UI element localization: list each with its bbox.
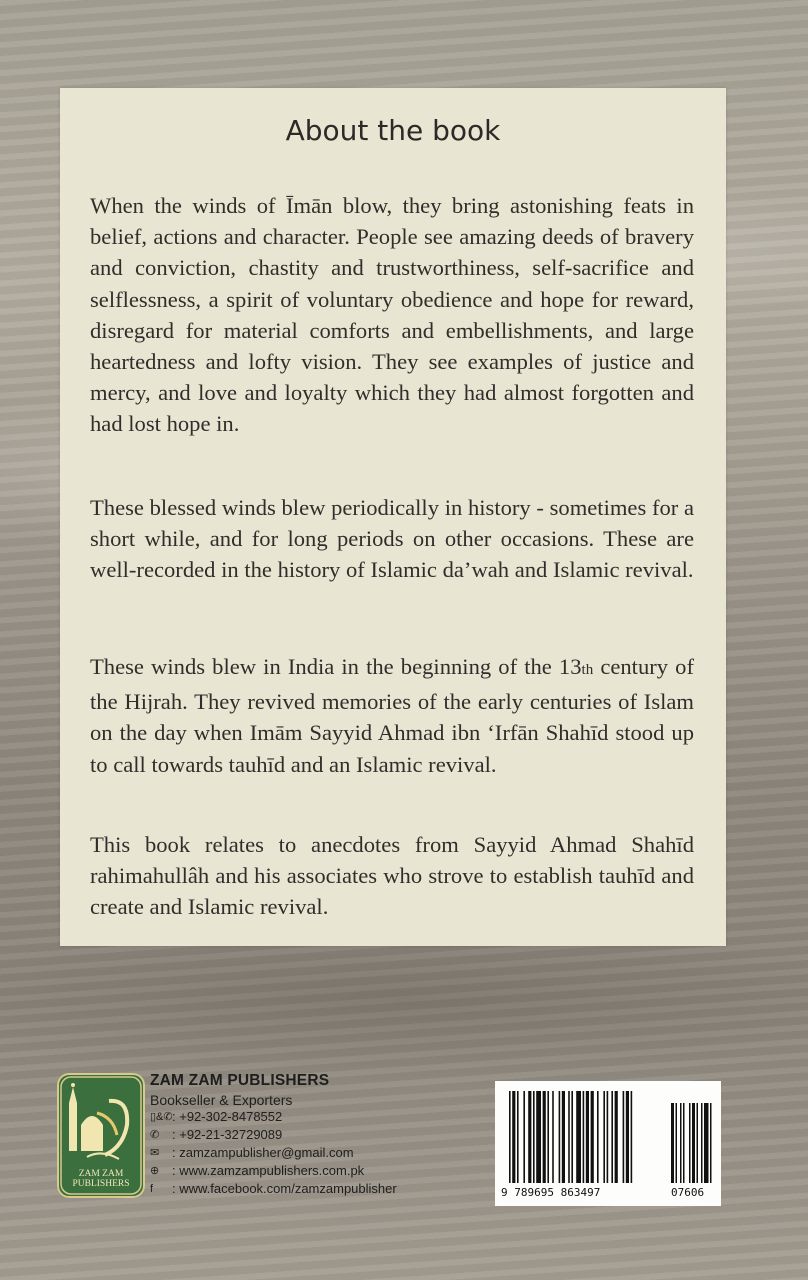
barcode-bar [543,1091,546,1183]
barcode-bar [528,1091,531,1183]
contact-mobile [150,1108,397,1126]
barcode-bar [509,1091,511,1183]
barcode-bar [512,1091,515,1183]
barcode-bar [552,1091,554,1183]
addon-bar [683,1103,685,1183]
isbn-barcode [495,1081,721,1206]
addon-bar [710,1103,712,1183]
barcode-bar [559,1091,561,1183]
barcode-bar [533,1091,535,1183]
barcode-bar [586,1091,589,1183]
barcode-bar [571,1091,573,1183]
barcode-bar [607,1091,609,1183]
barcode-bar [523,1091,525,1183]
barcode-bar [562,1091,565,1183]
contact-website-text: : www.zamzampublishers.com.pk [172,1163,365,1178]
barcode-bar [631,1091,633,1183]
contact-facebook-text: : www.facebook.com/zamzampublisher [172,1181,397,1196]
phone-icon: ✆ [150,1129,160,1141]
barcode-bar [547,1091,549,1183]
isbn-number: 9 789695 863497 [501,1186,601,1199]
contact-email [150,1144,397,1162]
paragraph-3-part-a: These winds blew in India in the beginning of the 13 [90,654,582,679]
barcode-bar [591,1091,594,1183]
barcode-bar [623,1091,625,1183]
logo-text [57,1169,145,1189]
mobile-whatsapp-icon: ▯&✆ [150,1111,173,1123]
publisher-info [150,1072,397,1198]
addon-bar [680,1103,682,1183]
barcode-bar [568,1091,570,1183]
barcode-bar [517,1091,519,1183]
contact-mobile-text: : +92-302-8478552 [172,1109,283,1124]
barcode-bar [626,1091,629,1183]
barcode-bar [603,1091,605,1183]
barcode-bar [583,1091,585,1183]
publisher-name: ZAM ZAM PUBLISHERS [150,1072,330,1089]
email-icon: ✉ [150,1147,160,1159]
contact-phone-text: : +92-21-32729089 [172,1127,283,1142]
contact-facebook [150,1180,397,1198]
addon-number: 07606 [671,1186,705,1199]
addon-bar [697,1103,699,1183]
barcode-bar [576,1091,581,1183]
globe-icon: ⊕ [150,1165,160,1177]
addon-bar [701,1103,703,1183]
about-panel [60,88,726,946]
barcode-bar [611,1091,613,1183]
barcode-bar [536,1091,541,1183]
publisher-logo [57,1073,145,1198]
addon-bar [671,1103,674,1183]
about-paragraph-2: These blessed winds blew periodically in history - sometimes for a short while, and for long periods on other occasions. These are well-recorded in the history of Islamic da’wah and Islamic revival. [90,495,694,583]
addon-bar [676,1103,678,1183]
addon-bar [704,1103,709,1183]
contact-phone [150,1126,397,1144]
contact-website [150,1162,397,1180]
ordinal-suffix: th [581,662,594,678]
paragraph-3-part-b: century of the Hijrah. They revived memories of the early centuries of Islam on the day when Imām Sayyid Ahmad ibn ‘Irfān Shahīd stood up to call towards tauhīd and an Islamic revival. [90,654,694,777]
barcode-bar [597,1091,599,1183]
about-paragraph-1: When the winds of Īmān blow, they bring astonishing feats in belief, actions and character. People see amazing deeds of bravery and conviction, chastity and trustworthiness, self-sacrifice and selflessness, a spirit of voluntary obedience and hope for reward, disregard for material comforts and embellishments, and large heartedness and lofty vision. They see examples of justice and mercy, and love and loyalty which they had almost forgotten and had lost hope in. [90,193,694,437]
publisher-subtitle: Bookseller & Exporters [150,1092,293,1108]
addon-bar [692,1103,695,1183]
about-paragraph-3 [90,651,694,780]
facebook-icon: f [150,1183,154,1195]
contact-email-text: : zamzampublisher@gmail.com [172,1145,354,1160]
logo-text-line-2: PUBLISHERS [72,1179,130,1189]
about-paragraph-4: This book relates to anecdotes from Sayyid Ahmad Shahīd rahimahullâh and his associates who strove to establish tauhīd and create and Islamic revival. [90,832,694,920]
barcode-bar [615,1091,618,1183]
logo-text-line-1: ZAM ZAM [78,1169,124,1179]
addon-bar [689,1103,691,1183]
about-title: About the book [285,114,501,147]
